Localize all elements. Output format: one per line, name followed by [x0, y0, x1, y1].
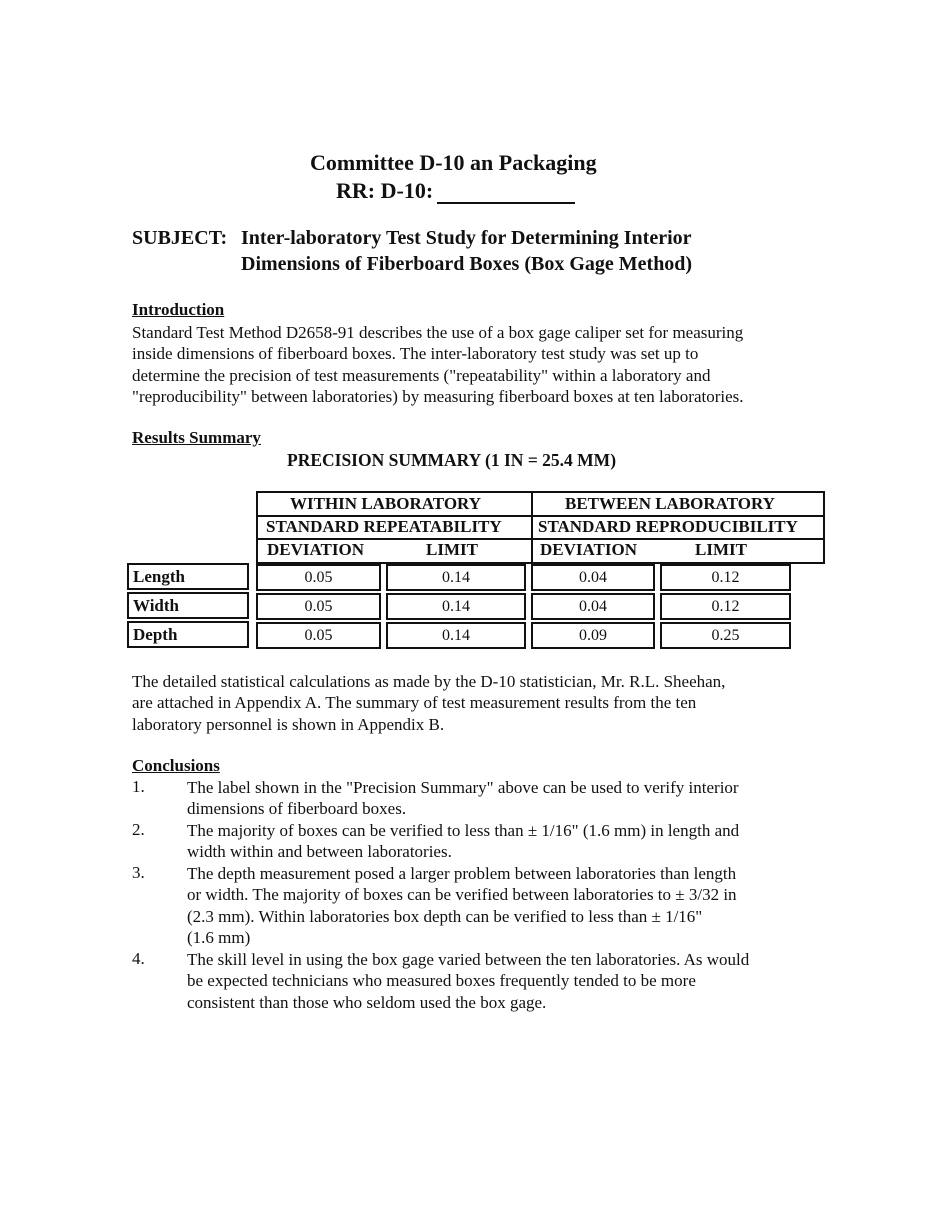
cell-between-deviation: 0.04	[531, 593, 655, 620]
committee-title: Committee D-10 an Packaging	[310, 150, 597, 175]
conclusion-number: 3.	[132, 863, 145, 882]
conclusion-line: be expected technicians who measured boxes frequently tended to be more	[187, 971, 696, 991]
row-label-length: Length	[127, 563, 249, 590]
row-label-depth: Depth	[127, 621, 249, 648]
header-limit-within: LIMIT	[426, 540, 478, 559]
precision-table-header	[256, 491, 825, 564]
introduction-line: inside dimensions of fiberboard boxes. The inter-laboratory test study was set up to	[132, 344, 699, 364]
cell-between-limit: 0.12	[660, 593, 791, 620]
conclusion-line: or width. The majority of boxes can be verified between laboratories to ± 3/32 in	[187, 885, 737, 905]
conclusion-line: consistent than those who seldom used the box gage.	[187, 992, 547, 1012]
rr-blank-line	[437, 180, 575, 204]
header-standard-reproducibility: STANDARD REPRODUCIBILITY	[538, 517, 798, 536]
row-label-width: Width	[127, 592, 249, 619]
conclusion-line: The majority of boxes can be verified to less than ± 1/16" (1.6 mm) in length and	[187, 821, 740, 840]
introduction-heading: Introduction	[132, 300, 225, 319]
subject-line-1: Inter-laboratory Test Study for Determining Interior	[241, 227, 692, 249]
precision-summary-title: PRECISION SUMMARY (1 IN = 25.4 MM)	[287, 450, 617, 470]
conclusion-text	[187, 777, 739, 820]
cell-within-deviation: 0.05	[256, 564, 381, 591]
introduction-line: "reproducibility" between laboratories) by measuring fiberboard boxes at ten laboratories.	[132, 386, 744, 406]
conclusion-text	[187, 949, 749, 1013]
conclusion-number: 4.	[132, 949, 145, 968]
conclusion-text	[187, 820, 739, 863]
conclusion-text	[187, 863, 737, 948]
cell-between-limit: 0.12	[660, 564, 791, 591]
header-deviation-within: DEVIATION	[267, 540, 364, 559]
details-line: are attached in Appendix A. The summary of test measurement results from the ten	[132, 693, 697, 713]
cell-within-limit: 0.14	[386, 593, 526, 620]
header-within-laboratory: WITHIN LABORATORY	[290, 494, 482, 513]
details-line: laboratory personnel is shown in Appendix B.	[132, 714, 445, 734]
conclusion-number: 2.	[132, 820, 145, 839]
cell-between-deviation: 0.09	[531, 622, 655, 649]
conclusions-heading: Conclusions	[132, 756, 220, 775]
results-summary-heading: Results Summary	[132, 428, 261, 447]
conclusion-number: 1.	[132, 777, 145, 796]
introduction-paragraph	[132, 322, 744, 407]
conclusion-line: (1.6 mm)	[187, 927, 251, 947]
cell-within-limit: 0.14	[386, 564, 526, 591]
cell-within-deviation: 0.05	[256, 622, 381, 649]
rr-number	[336, 178, 575, 204]
header-deviation-between: DEVIATION	[540, 540, 637, 559]
header-between-laboratory: BETWEEN LABORATORY	[565, 494, 775, 513]
conclusion-line: The skill level in using the box gage varied between the ten laboratories. As would	[187, 950, 750, 969]
conclusion-line: dimensions of fiberboard boxes.	[187, 799, 407, 819]
details-paragraph	[132, 671, 725, 735]
header-limit-between: LIMIT	[695, 540, 747, 559]
header-standard-repeatability: STANDARD REPEATABILITY	[266, 517, 502, 536]
conclusion-line: The depth measurement posed a larger problem between laboratories than length	[187, 864, 737, 883]
cell-within-limit: 0.14	[386, 622, 526, 649]
conclusion-line: The label shown in the "Precision Summary" above can be used to verify interior	[187, 778, 739, 797]
cell-within-deviation: 0.05	[256, 593, 381, 620]
subject-label: SUBJECT:	[132, 227, 228, 249]
introduction-line: Standard Test Method D2658-91 describes the use of a box gage caliper set for measuring	[132, 323, 744, 342]
cell-between-limit: 0.25	[660, 622, 791, 649]
cell-between-deviation: 0.04	[531, 564, 655, 591]
subject-line-2: Dimensions of Fiberboard Boxes (Box Gage Method)	[241, 253, 693, 275]
conclusion-line: width within and between laboratories.	[187, 842, 452, 862]
introduction-line: determine the precision of test measurements ("repeatability" within a laboratory and	[132, 365, 711, 385]
conclusion-line: (2.3 mm). Within laboratories box depth can be verified to less than ± 1/16"	[187, 906, 703, 926]
rr-label: RR: D-10:	[336, 178, 434, 203]
details-line: The detailed statistical calculations as made by the D-10 statistician, Mr. R.L. Sheehan,	[132, 672, 726, 691]
